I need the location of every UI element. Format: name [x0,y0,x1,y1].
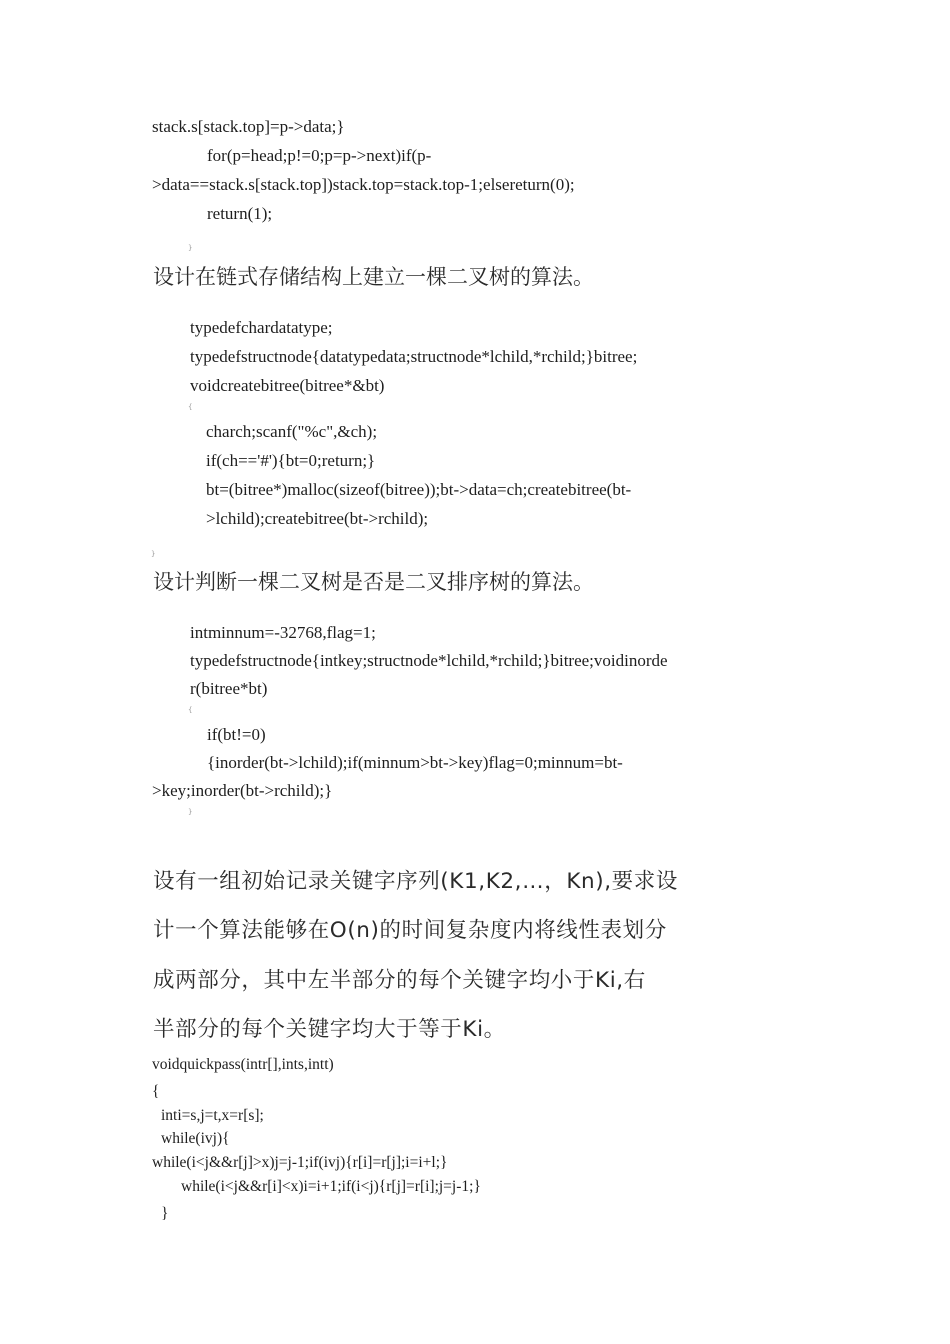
code-line: for(p=head;p!=0;p=p->next)if(p- [207,146,432,165]
code-line: inti=s,j=t,x=r[s]; [161,1107,264,1124]
section-heading: 设计判断一棵二叉树是否是二叉排序树的算法。 [153,570,594,594]
brace-mark: } [188,808,193,816]
code-line: { [152,1083,160,1100]
code-line: voidcreatebitree(bitree*&bt) [190,376,385,395]
section-heading: 设有一组初始记录关键字序列(K1,K2,…，Kn),要求设 [153,869,678,894]
code-line: >key;inorder(bt->rchild);} [152,781,333,800]
code-line: >data==stack.s[stack.top])stack.top=stack.top-1;elsereturn(0); [152,175,575,194]
section-heading: 设计在链式存储结构上建立一棵二叉树的算法。 [153,265,594,289]
code-line: >lchild);createbitree(bt->rchild); [206,509,429,528]
code-line: typedefchardatatype; [190,318,333,337]
code-line: voidquickpass(intr[],ints,intt) [152,1056,334,1073]
code-line: } [161,1205,169,1222]
brace-mark: } [151,550,156,558]
code-line: return(1); [207,204,273,223]
code-line: typedefstructnode{intkey;structnode*lchild,*rchild;}bitree;voidinorde [190,651,668,670]
brace-mark: { [188,706,193,714]
code-line: if(bt!=0) [207,725,266,744]
brace-mark: { [188,403,193,411]
code-line: intminnum=-32768,flag=1; [190,623,376,642]
section-heading: 成两部分，其中左半部分的每个关键字均小于Ki,右 [153,968,646,993]
brace-mark: } [188,244,193,252]
code-line: r(bitree*bt) [190,679,268,698]
code-line: {inorder(bt->lchild);if(minnum>bt->key)flag=0;minnum=bt- [207,753,623,772]
code-line: if(ch=='#'){bt=0;return;} [206,451,376,470]
code-line: charch;scanf("%c",&ch); [206,422,378,441]
code-line: while(ivj){ [161,1130,230,1147]
code-line: typedefstructnode{datatypedata;structnode*lchild,*rchild;}bitree; [190,347,638,366]
code-line: while(i<j&&r[j]>x)j=j-1;if(ivj){r[i]=r[j];i=i+l;} [152,1154,448,1171]
section-heading: 半部分的每个关键字均大于等于Ki。 [153,1017,506,1042]
code-line: while(i<j&&r[i]<x)i=i+1;if(i<j){r[j]=r[i];j=j-1;} [181,1178,481,1195]
code-line: bt=(bitree*)malloc(sizeof(bitree));bt->data=ch;createbitree(bt- [206,480,632,499]
section-heading: 计一个算法能够在O(n)的时间复杂度内将线性表划分 [153,918,667,943]
code-line: stack.s[stack.top]=p->data;} [152,117,345,136]
